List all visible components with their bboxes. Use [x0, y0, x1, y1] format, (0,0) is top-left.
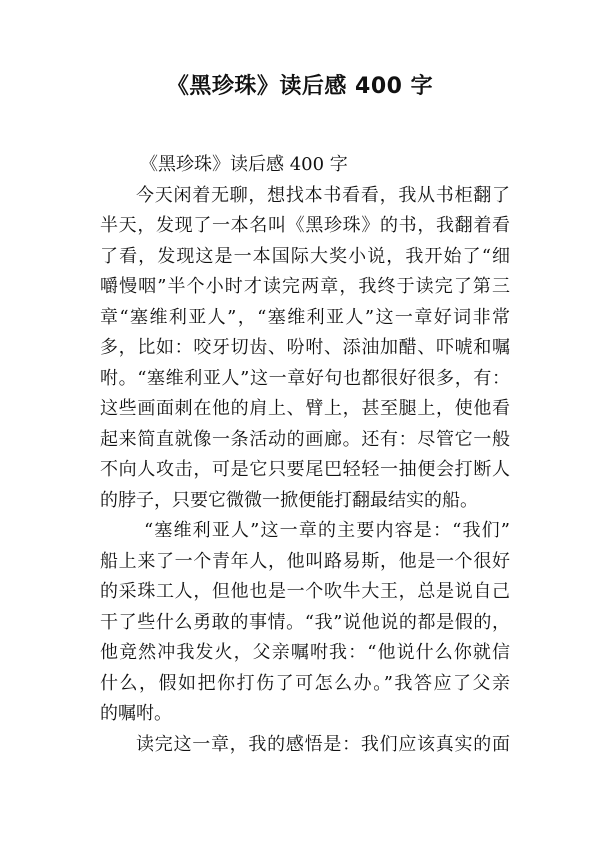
body-line: 起来简直就像一条活动的画廊。还有：尽管它一般	[100, 428, 510, 450]
body-line: 不向人攻击，可是它只要尾巴轻轻一抽便会打断人	[100, 459, 510, 480]
body-line: 嚼慢咽”半个小时才读完两章，我终于读完了第三	[100, 276, 510, 297]
document-title: 《黑珍珠》读后感 400 字	[166, 74, 434, 99]
body-line: 今天闲着无聊，想找本书看看，我从书柜翻了	[136, 184, 510, 206]
body-line: 章“塞维利亚人”，“塞维利亚人”这一章好词非常	[100, 306, 510, 328]
body-line: “塞维利亚人”这一章的主要内容是：“我们”	[144, 520, 510, 541]
body-line: 什么，假如把你打伤了可怎么办。”我答应了父亲	[100, 672, 510, 694]
body-line: 的脖子，只要它微微一掀便能打翻最结实的船。	[100, 489, 478, 511]
body-line: 咐。“塞维利亚人”这一章好句也都很好很多，有：	[100, 367, 510, 389]
body-line: 干了些什么勇敢的事情。“我”说他说的都是假的，	[100, 611, 510, 633]
body-line: 了看，发现这是一本国际大奖小说，我开始了“细	[100, 245, 510, 267]
body-line: 的采珠工人，但他也是一个吹牛大王，总是说自己	[100, 581, 510, 602]
body-line: 《黑珍珠》读后感 400 字	[140, 154, 348, 175]
body-line: 船上来了一个青年人，他叫路易斯，他是一个很好	[100, 550, 510, 572]
body-line: 这些画面刺在他的肩上、臂上，甚至腿上，使他看	[100, 398, 510, 419]
body-line: 他竟然冲我发火，父亲嘱咐我：“他说什么你就信	[100, 642, 510, 663]
body-line: 多，比如：咬牙切齿、吩咐、添油加醋、吓唬和嘱	[100, 337, 510, 358]
body-line: 半天，发现了一本名叫《黑珍珠》的书，我翻着看	[100, 215, 510, 236]
body-line: 读完这一章，我的感悟是：我们应该真实的面	[136, 733, 510, 755]
body-line: 的嘱咐。	[100, 703, 172, 724]
document-body	[100, 150, 510, 760]
